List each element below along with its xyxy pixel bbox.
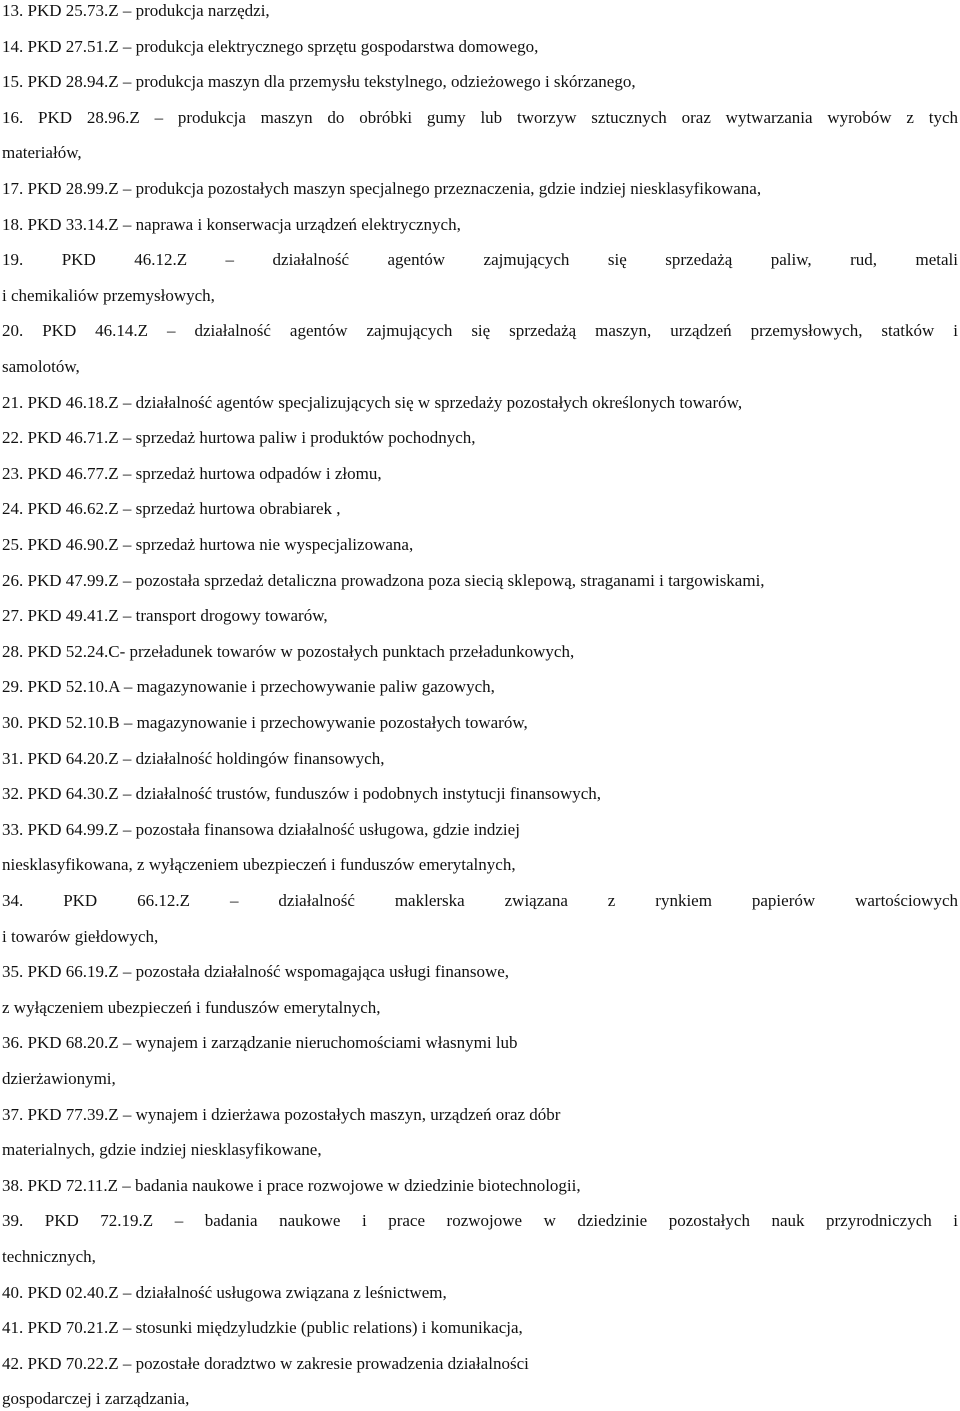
document-line: 18. PKD 33.14.Z – naprawa i konserwacja urządzeń elektrycznych, xyxy=(2,214,461,234)
document-line: 42. PKD 70.22.Z – pozostałe doradztwo w zakresie prowadzenia działalności xyxy=(2,1353,529,1373)
document-line: 36. PKD 68.20.Z – wynajem i zarządzanie nieruchomościami własnymi lub xyxy=(2,1033,518,1053)
document-line: i chemikaliów przemysłowych, xyxy=(2,285,215,305)
document-line: 26. PKD 47.99.Z – pozostała sprzedaż detaliczna prowadzona poza siecią sklepową, straganami i targowiskami, xyxy=(2,570,765,590)
document-line: 19. PKD 46.12.Z – działalność agentów zajmujących się sprzedażą paliw, rud, metali xyxy=(2,250,958,270)
document-line: dzierżawionymi, xyxy=(2,1069,116,1088)
document-line: 29. PKD 52.10.A – magazynowanie i przechowywanie paliw gazowych, xyxy=(2,677,495,697)
document-line: 15. PKD 28.94.Z – produkcja maszyn dla przemysłu tekstylnego, odzieżowego i skórzanego, xyxy=(2,72,636,92)
document-line: 13. PKD 25.73.Z – produkcja narzędzi, xyxy=(2,1,270,20)
document-line: 32. PKD 64.30.Z – działalność trustów, funduszów i podobnych instytucji finansowych, xyxy=(2,784,602,804)
document-line: 30. PKD 52.10.B – magazynowanie i przechowywanie pozostałych towarów, xyxy=(2,713,528,732)
document-line: 17. PKD 28.99.Z – produkcja pozostałych maszyn specjalnego przeznaczenia, gdzie indziej niesklasyfikowana, xyxy=(2,179,762,198)
document-line: niesklasyfikowana, z wyłączeniem ubezpieczeń i funduszów emerytalnych, xyxy=(2,855,516,875)
document-line: 20. PKD 46.14.Z – działalność agentów zajmujących się sprzedażą maszyn, urządzeń przemysłowych, statków i xyxy=(2,321,958,341)
document-line: 23. PKD 46.77.Z – sprzedaż hurtowa odpadów i złomu, xyxy=(2,463,382,483)
document-line: 24. PKD 46.62.Z – sprzedaż hurtowa obrabiarek , xyxy=(2,499,341,519)
document-line: 39. PKD 72.19.Z – badania naukowe i prace rozwojowe w dziedzinie pozostałych nauk przyrodniczych i xyxy=(2,1211,958,1231)
document-line: 27. PKD 49.41.Z – transport drogowy towarów, xyxy=(2,606,328,626)
document-line: z wyłączeniem ubezpieczeń i funduszów emerytalnych, xyxy=(2,997,381,1017)
document-line: 33. PKD 64.99.Z – pozostała finansowa działalność usługowa, gdzie indziej xyxy=(2,819,520,839)
document-line: 38. PKD 72.11.Z – badania naukowe i prace rozwojowe w dziedzinie biotechnologii, xyxy=(2,1175,581,1195)
document-line: materiałów, xyxy=(2,143,82,163)
document-line: materialnych, gdzie indziej niesklasyfikowane, xyxy=(2,1140,322,1160)
document-line: samolotów, xyxy=(2,357,80,376)
document-line: technicznych, xyxy=(2,1247,96,1266)
document-line: 16. PKD 28.96.Z – produkcja maszyn do obróbki gumy lub tworzyw sztucznych oraz wytwarzania wyrobów z tych xyxy=(2,107,958,127)
document-line: i towarów giełdowych, xyxy=(2,926,159,946)
document-line: 25. PKD 46.90.Z – sprzedaż hurtowa nie wyspecjalizowana, xyxy=(2,535,414,554)
document-line: 40. PKD 02.40.Z – działalność usługowa związana z leśnictwem, xyxy=(2,1282,447,1302)
document-line: 35. PKD 66.19.Z – pozostała działalność wspomagająca usługi finansowe, xyxy=(2,962,510,982)
document-line: 37. PKD 77.39.Z – wynajem i dzierżawa pozostałych maszyn, urządzeń oraz dóbr xyxy=(2,1104,561,1124)
document-line: 21. PKD 46.18.Z – działalność agentów specjalizujących się w sprzedaży pozostałych określonych towarów, xyxy=(2,392,743,412)
document-line: 41. PKD 70.21.Z – stosunki międzyludzkie (public relations) i komunikacja, xyxy=(2,1318,523,1338)
document-line: 34. PKD 66.12.Z – działalność maklerska związana z rynkiem papierów wartościowych xyxy=(2,891,958,910)
document-line: 28. PKD 52.24.C- przeładunek towarów w pozostałych punktach przeładunkowych, xyxy=(2,641,575,661)
document-line: 22. PKD 46.71.Z – sprzedaż hurtowa paliw i produktów pochodnych, xyxy=(2,428,476,448)
document-line: gospodarczej i zarządzania, xyxy=(2,1389,190,1409)
document-line: 31. PKD 64.20.Z – działalność holdingów finansowych, xyxy=(2,748,385,768)
document-line: 14. PKD 27.51.Z – produkcja elektrycznego sprzętu gospodarstwa domowego, xyxy=(2,36,539,56)
